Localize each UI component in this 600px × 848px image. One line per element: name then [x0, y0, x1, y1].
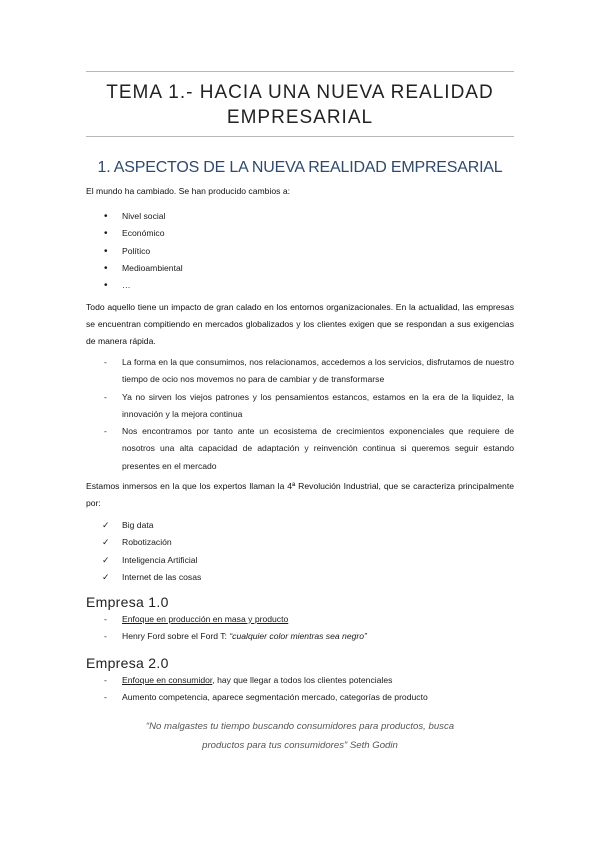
- empresa-2-list: [86, 672, 514, 707]
- list-item: - Aumento competencia, aparece segmentación mercado, categorías de producto: [86, 689, 514, 706]
- empresa-2-item-1-underlined: Enfoque en consumidor: [122, 675, 213, 685]
- list-item: ✓ Big data: [86, 517, 514, 534]
- list-item: - Nos encontramos por tanto ante un ecosistema de crecimientos exponenciales que requiere de nosotros una alta capacidad de adaptación y reinvención continua si queremos seguir estando presentes en el mercado: [86, 423, 514, 475]
- list-item: - Ya no sirven los viejos patrones y los pensamientos estancos, estamos en la era de la liquidez, la innovación y la mejora continua: [86, 389, 514, 424]
- impact-paragraph: Todo aquello tiene un impacto de gran calado en los entornos organizacionales. En la actualidad, las empresas se encuentran compitiendo en mercados globalizados y los clientes exigen que se respondan a sus exigencias de manera rápida.: [86, 302, 514, 346]
- page-title-line-1: TEMA 1.- HACIA UNA NUEVA REALIDAD: [106, 82, 494, 103]
- list-item: [86, 672, 514, 689]
- dash-list: [86, 354, 514, 475]
- section-heading: 1. ASPECTOS DE LA NUEVA REALIDAD EMPRESARIAL: [97, 159, 503, 176]
- empresa-1-item-2-prefix: Henry Ford sobre el Ford T:: [122, 631, 230, 642]
- check-list: [86, 517, 514, 586]
- ford-quote: “cualquier color mientras sea negro”: [229, 631, 367, 642]
- list-item: • Político: [86, 243, 514, 260]
- list-item: • Medioambiental: [86, 260, 514, 277]
- quote-line-2: productos para tus consumidores” Seth Godin: [202, 740, 398, 751]
- empresa-1-item-1: Enfoque en producción en masa y producto: [122, 614, 289, 624]
- title-top-rule: [86, 71, 514, 72]
- empresa-1-heading: Empresa 1.0: [86, 594, 169, 610]
- empresa-2-heading: Empresa 2.0: [86, 655, 169, 671]
- list-item: ✓ Inteligencia Artificial: [86, 552, 514, 569]
- list-item: ✓ Internet de las cosas: [86, 569, 514, 586]
- intro-paragraph: El mundo ha cambiado. Se han producido cambios a:: [86, 186, 290, 196]
- quote-line-1: “No malgastes tu tiempo buscando consumidores para productos, busca: [145, 721, 455, 732]
- list-item: • Económico: [86, 225, 514, 242]
- list-item: [86, 628, 514, 645]
- changes-list: [86, 208, 514, 294]
- seth-godin-quote: [86, 717, 514, 755]
- revolution-paragraph: Estamos inmersos en la que los expertos llaman la 4ª Revolución Industrial, que se caracteriza principalmente por:: [86, 481, 514, 508]
- list-item: ✓ Robotización: [86, 534, 514, 551]
- page-title: [86, 80, 514, 130]
- list-item: • …: [86, 277, 514, 294]
- empresa-2-item-1-rest: , hay que llegar a todos los clientes potenciales: [212, 675, 393, 685]
- list-item: • Nivel social: [86, 208, 514, 225]
- empresa-1-list: [86, 611, 514, 646]
- page-title-line-2: EMPRESARIAL: [226, 107, 374, 128]
- title-bottom-rule: [86, 136, 514, 137]
- list-item: [86, 611, 514, 628]
- list-item: - La forma en la que consumimos, nos relacionamos, accedemos a los servicios, disfrutamos de nuestro tiempo de ocio nos movemos no para de cambiar y de transformarse: [86, 354, 514, 389]
